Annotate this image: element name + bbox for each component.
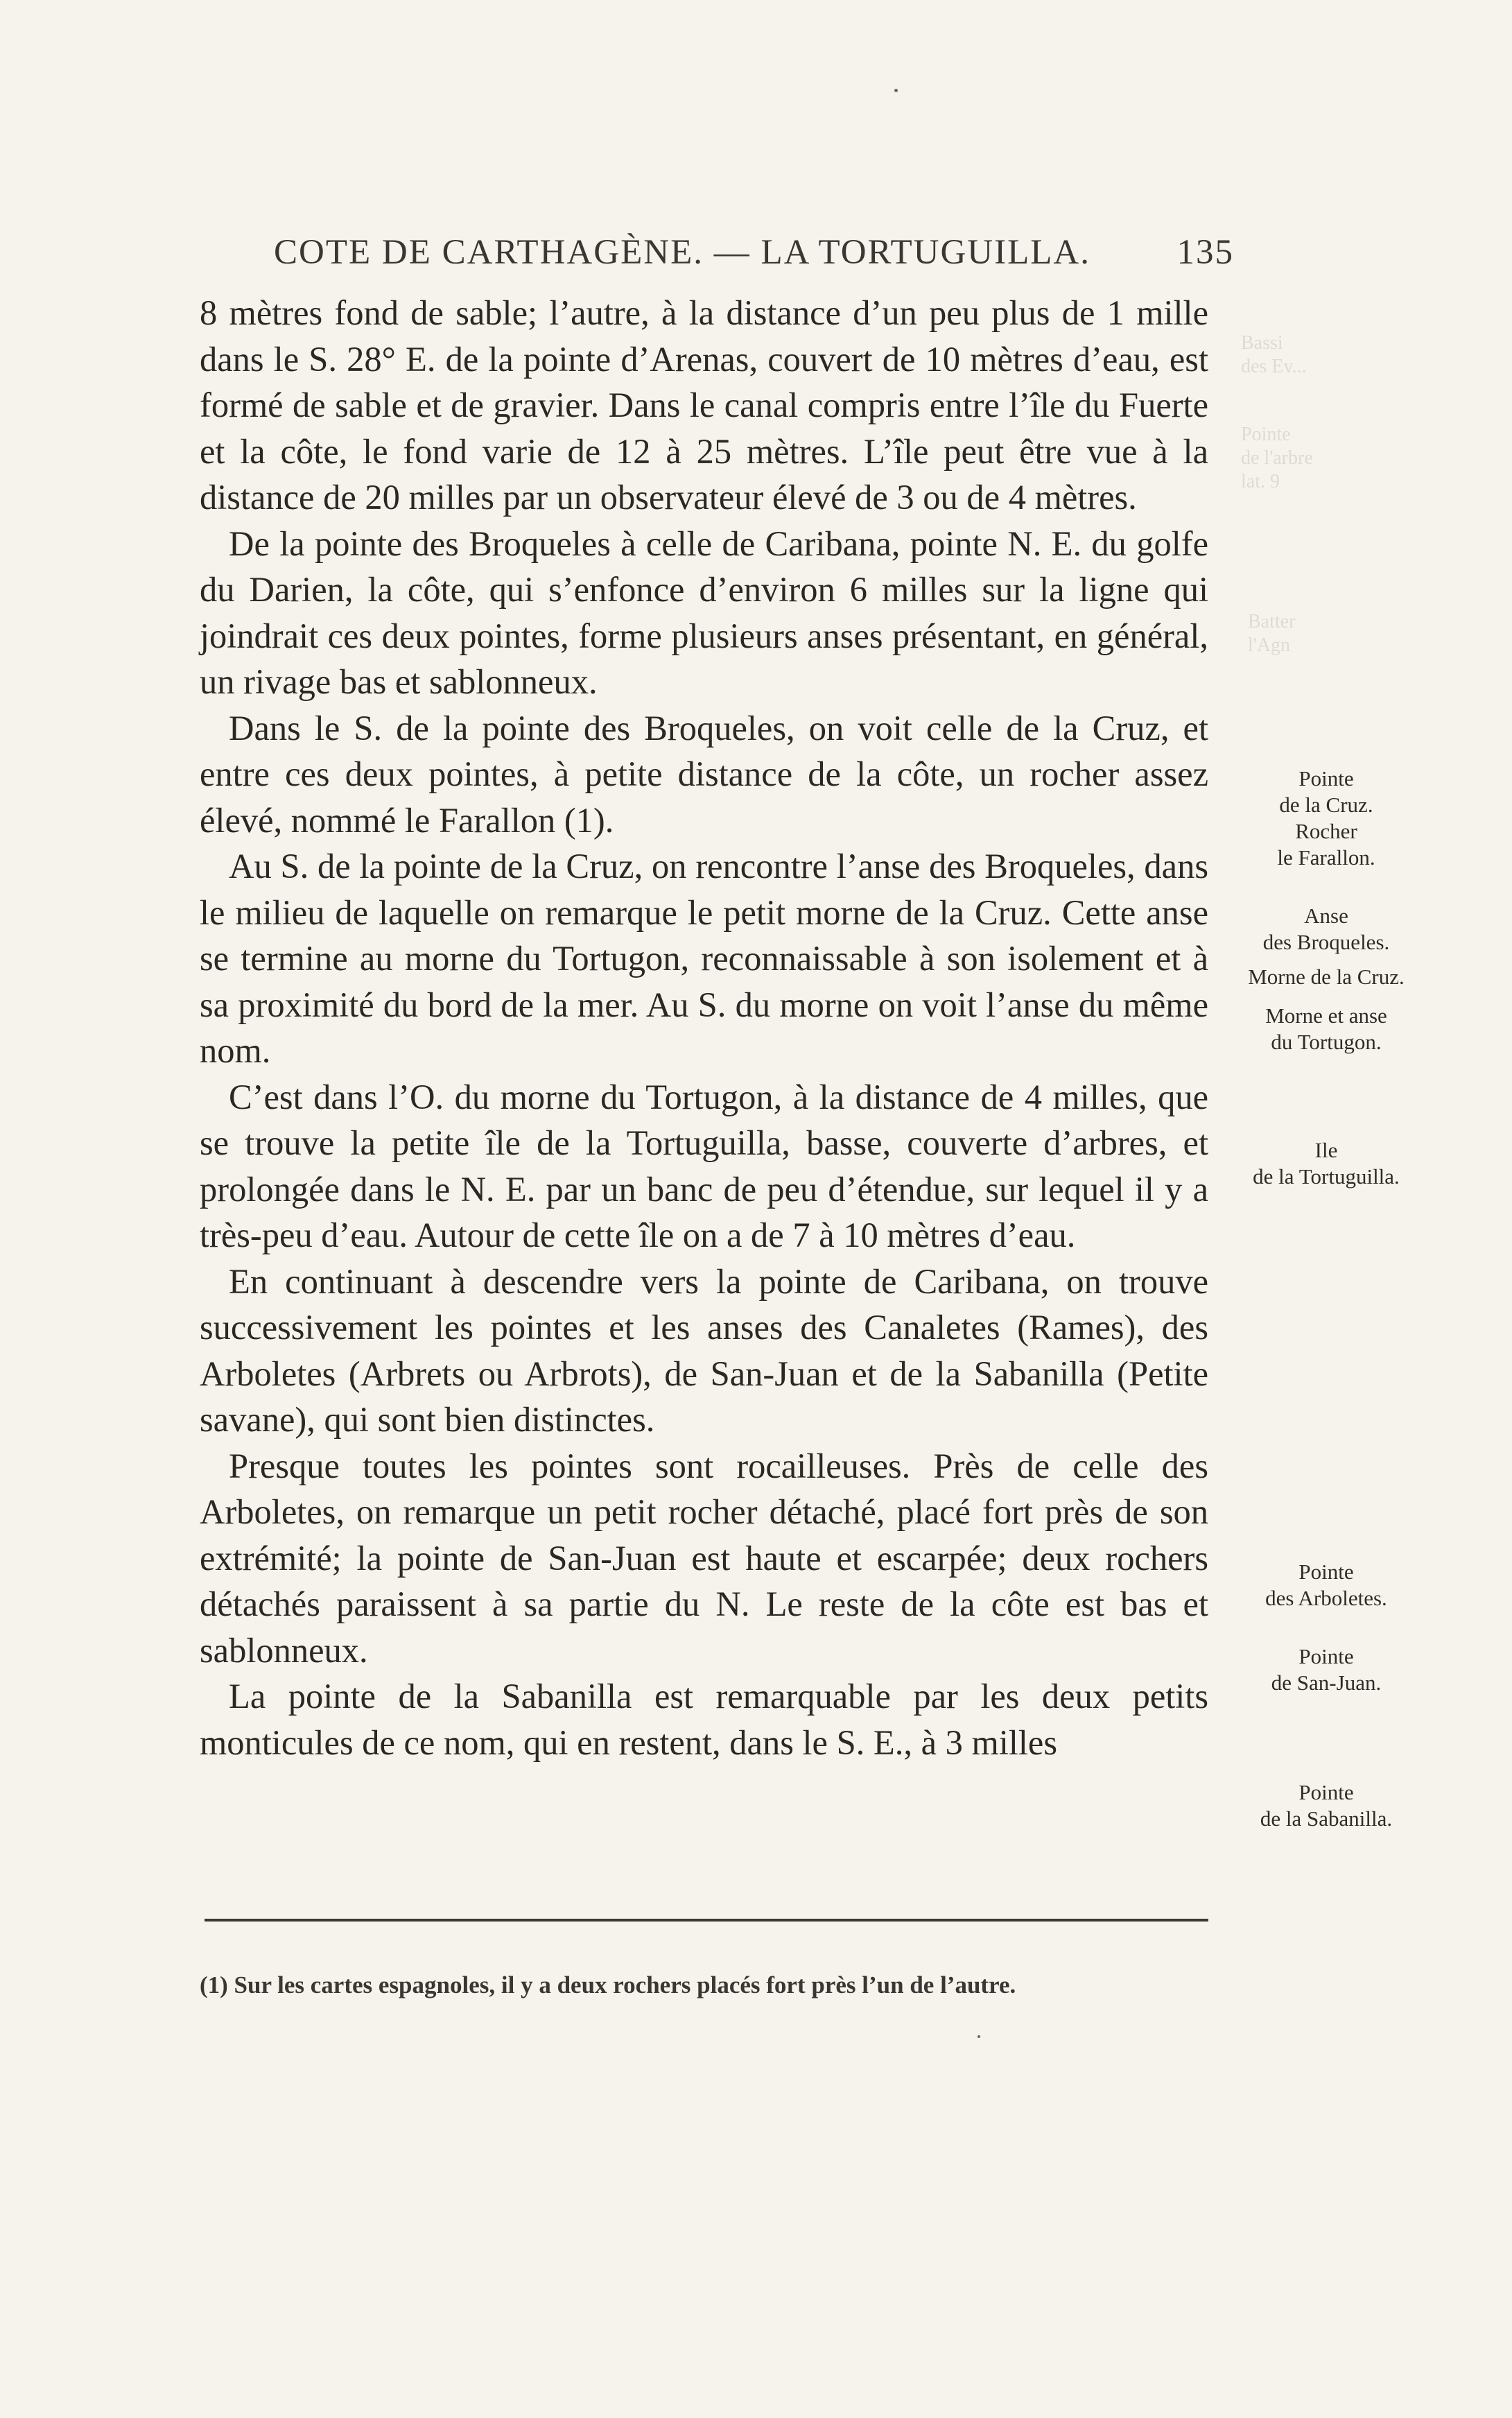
margin-note-rocher-farallon [1226,818,1427,871]
margin-note-line: des Arboletes. [1265,1586,1387,1610]
paragraph-5: C’est dans l’O. du morne du Tortugon, à la distance de 4 milles, que se trouve la petite île de la Tortuguilla, basse, couverte d’arbres, et prolongée dans le N. E. par un banc de peu d’étendue, sur lequel il y a très-peu d’eau. Autour de cette île on a de 7 à 10 mètres d’eau. [200,1077,1208,1254]
paragraph-4: Au S. de la pointe de la Cruz, on rencontre l’anse des Broqueles, dans le milieu de laquelle on remarque le petit morne de la Cruz. Cette anse se termine au morne du Tortugon, reconnaissable à son isolement et à sa proximité du bord de la mer. Au S. du morne on voit l’anse du même nom. [200,847,1208,1070]
margin-note-line: du Tortugon. [1271,1030,1382,1054]
paragraph-8: La pointe de la Sabanilla est remarquable par les deux petits monticules de ce nom, qui en restent, dans le S. E., à 3 milles [200,1677,1208,1762]
paragraph-2: De la pointe des Broqueles à celle de Caribana, pointe N. E. du golfe du Darien, la côte, qui s’enfonce d’environ 6 milles sur la ligne qui joindrait ces deux pointes, forme plusieurs anses présentant, en général, un rivage bas et sablonneux. [200,524,1208,701]
paragraph-3: Dans le S. de la pointe des Broqueles, on voit celle de la Cruz, et entre ces deux pointes, à petite distance de la côte, un rocher assez élevé, nommé le Farallon (1). [200,708,1208,840]
margin-note-line: Pointe [1298,1560,1354,1584]
margin-note-morne-tortugon [1226,1003,1427,1055]
bleed-through-mark: Batter l'Agn [1248,611,1296,656]
margin-note-line: Pointe [1298,766,1354,791]
margin-note-line: de la Tortuguilla. [1253,1164,1400,1189]
speck [977,2035,980,2038]
margin-note-anse-broqueles [1226,903,1427,956]
margin-note-morne-cruz [1226,964,1427,990]
running-head-title: COTE DE CARTHAGÈNE. — LA TORTUGUILLA. [274,233,1090,272]
running-head [274,232,1234,273]
footnote: (1) Sur les cartes espagnoles, il y a deux rochers placés fort près l’un de l’autre. [200,1971,1016,1998]
margin-note-line: Morne de la Cruz. [1248,965,1405,989]
bleed-through-mark: Pointe de l'arbre lat. 9 [1241,424,1313,492]
margin-note-line: Rocher [1295,819,1357,843]
paragraph-1: 8 mètres fond de sable; l’autre, à la distance d’un peu plus de 1 mille dans le S. 28° E. de la pointe d’Arenas, couvert de 10 mètres d’eau, est formé de sable et de gravier. Dans le canal compris entre l’île du Fuerte et la côte, le fond varie de 12 à 25 mètres. L’île peut être vue à la distance de 20 milles par un observateur élevé de 3 ou de 4 mètres. [200,293,1208,517]
margin-note-pointe-arboletes [1226,1559,1427,1612]
margin-note-line: de la Sabanilla. [1260,1806,1393,1831]
paragraph-6: En continuant à descendre vers la pointe de Caribana, on trouve successivement les pointes et les anses des Canaletes (Rames), des Arboletes (Arbrets ou Arbrots), de San-Juan et de la Sabanilla (Petite savane), qui sont bien distinctes. [200,1261,1208,1439]
margin-note-line: Anse [1304,904,1348,928]
footnote-rule [205,1919,1208,1922]
margin-note-pointe-cruz [1226,766,1427,818]
margin-note-line: Pointe [1298,1780,1354,1804]
margin-note-line: Pointe [1298,1644,1354,1668]
margin-note-line: Ile [1314,1138,1338,1162]
bleed-through-mark: Bassi des Ev... [1241,332,1307,377]
margin-note-pointe-san-juan [1226,1643,1427,1696]
margin-note-line: le Farallon. [1277,845,1375,870]
margin-note-ile-tortuguilla [1226,1137,1427,1190]
margin-note-line: de la Cruz. [1279,793,1373,817]
margin-note-pointe-sabanilla [1226,1779,1427,1832]
margin-note-line: de San-Juan. [1271,1670,1382,1695]
page-number: 135 [1176,233,1234,272]
margin-note-line: Morne et anse [1265,1003,1387,1028]
paragraph-7: Presque toutes les pointes sont rocailleuses. Près de celle des Arboletes, on remarque un petit rocher détaché, placé fort près de son extrémité; la pointe de San-Juan est haute et escarpée; deux rochers détachés paraissent à sa partie du N. Le reste de la côte est bas et sablonneux. [200,1446,1208,1670]
speck [894,89,898,92]
margin-note-line: des Broqueles. [1262,930,1390,954]
body-text [200,290,1208,1765]
